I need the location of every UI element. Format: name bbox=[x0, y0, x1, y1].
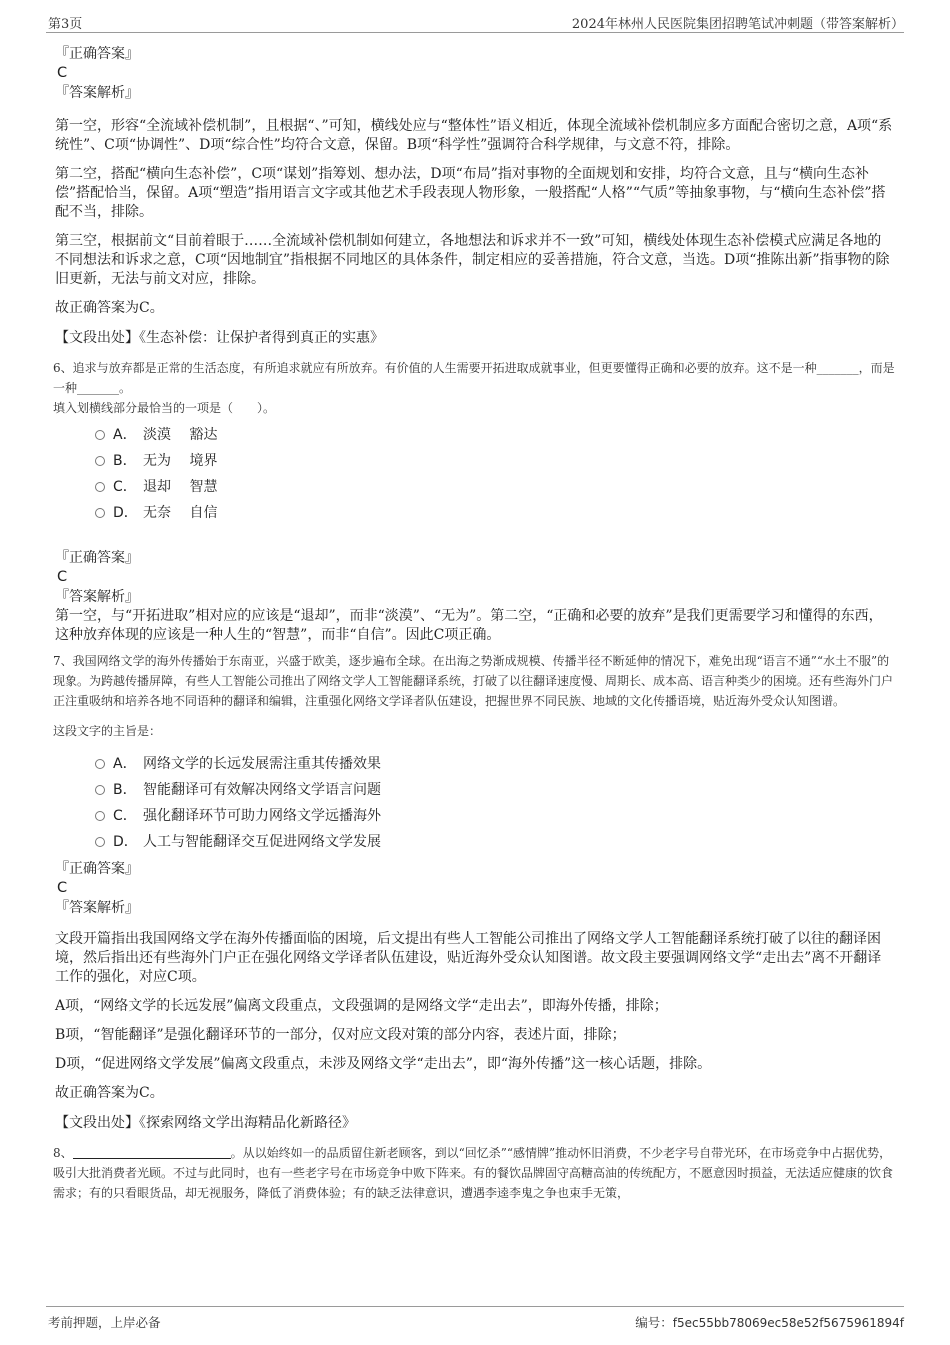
question-stem: 7、我国网络文学的海外传播始于东南亚，兴盛于欧美，逐步遍布全球。在出海之势渐成规模、传播半径不断延伸的情况下，难免出现“语言不通”“水土不服”的现象。为跨越传播屏障，有些人工智能公司推出了网络文学人工智能翻译系统，打破了以往翻译速度慢、周期长、成本高、语言种类少的困境。还有些海外门户正注重吸纳和培养各地不同语种的翻译和编辑，注重强化网络文学译者队伍建设，把握世界不同民族、地域的文化传播语境，贴近海外受众认知图谱。 bbox=[53, 654, 894, 708]
option-text: 退却 智慧 bbox=[143, 479, 218, 495]
question-number: 8、 bbox=[53, 1146, 73, 1160]
option-letter: B． bbox=[113, 453, 137, 469]
question-stem: 6、追求与放弃都是正常的生活态度，有所追求就应有所放弃。有价值的人生需要开拓进取成就事业，但更要懂得正确和必要的放弃。这不是一种_______，而是一种_______。 bbox=[53, 361, 895, 395]
analysis-paragraph: A项，“网络文学的长远发展”偏离文段重点，文段强调的是网络文学“走出去”，即海外传播，排除； bbox=[55, 998, 668, 1014]
option-b[interactable] bbox=[95, 448, 895, 474]
option-list bbox=[95, 751, 895, 855]
option-text: 强化翻译环节可助力网络文学远播海外 bbox=[143, 808, 381, 824]
option-letter: A． bbox=[113, 756, 137, 772]
option-c[interactable] bbox=[95, 474, 895, 500]
answer-label: 『正确答案』 bbox=[55, 46, 139, 62]
radio-icon[interactable] bbox=[95, 837, 105, 847]
radio-icon[interactable] bbox=[95, 759, 105, 769]
code-value: f5ec55bb78069ec58e52f5675961894f bbox=[672, 1316, 904, 1330]
answer-blank bbox=[73, 1145, 231, 1159]
question-text: 。从以始终如一的品质留住新老顾客，到以“回忆杀”“感情牌”推动怀旧消费，不少老字号自带光环，在市场竞争中占据优势，吸引大批消费者光顾。不过与此同时，也有一些老字号在市场竞争中败下阵来。有的餐饮品牌固守高糖高油的传统配方，不愿意因时损益，无法适应健康的饮食需求；有的只看眼货品，却无视服务，降低了消费体验；有的缺乏法律意识，遭遇李逵李鬼之争也束手无策， bbox=[53, 1146, 894, 1200]
radio-icon[interactable] bbox=[95, 430, 105, 440]
radio-icon[interactable] bbox=[95, 811, 105, 821]
analysis-label: 『答案解析』 bbox=[55, 85, 139, 101]
question-prompt: 这段文字的主旨是： bbox=[53, 724, 162, 738]
code-label: 编号： bbox=[635, 1315, 673, 1330]
page-header bbox=[0, 0, 950, 34]
option-letter: D． bbox=[113, 834, 138, 850]
option-text: 淡漠 豁达 bbox=[143, 427, 218, 443]
page-number: 第3页 bbox=[48, 17, 83, 32]
option-letter: C． bbox=[113, 808, 137, 824]
document-title: 2024年林州人民医院集团招聘笔试冲刺题（带答案解析） bbox=[571, 17, 904, 32]
option-text: 人工与智能翻译交互促进网络文学发展 bbox=[143, 834, 381, 850]
option-letter: B． bbox=[113, 782, 137, 798]
option-list bbox=[95, 422, 895, 526]
radio-icon[interactable] bbox=[95, 456, 105, 466]
analysis-label: 『答案解析』 bbox=[55, 589, 139, 605]
answer-label: 『正确答案』 bbox=[55, 550, 139, 566]
analysis-paragraph: D项，“促进网络文学发展”偏离文段重点，未涉及网络文学“走出去”，即“海外传播”这一核心话题，排除。 bbox=[55, 1056, 712, 1072]
option-a[interactable] bbox=[95, 422, 895, 448]
analysis-paragraph: 文段开篇指出我国网络文学在海外传播面临的困境，后文提出有些人工智能公司推出了网络文学人工智能翻译系统打破了以往的翻译困境，然后指出还有些海外门户正在强化网络文学译者队伍建设，贴近海外受众认知图谱。故文段主要强调网络文学“走出去”离不开翻译工作的强化，对应C项。 bbox=[55, 931, 882, 985]
analysis-paragraph: 第一空，与“开拓进取”相对应的应该是“退却”，而非“淡漠”、“无为”。第二空，“正确和必要的放弃”是我们更需要学习和懂得的东西，这种放弃体现的应该是一种人生的“智慧”，而非“自信”。因此C项正确。 bbox=[55, 608, 883, 643]
option-text: 网络文学的长远发展需注重其传播效果 bbox=[143, 756, 381, 772]
option-c[interactable] bbox=[95, 803, 895, 829]
analysis-paragraph: B项，“智能翻译”是强化翻译环节的一部分，仅对应文段对策的部分内容，表述片面，排除； bbox=[55, 1027, 626, 1043]
question-prompt: 填入划横线部分最恰当的一项是（ ）。 bbox=[53, 401, 276, 415]
radio-icon[interactable] bbox=[95, 508, 105, 518]
option-b[interactable] bbox=[95, 777, 895, 803]
footer-divider bbox=[46, 1306, 904, 1307]
radio-icon[interactable] bbox=[95, 785, 105, 795]
analysis-paragraph: 第三空，根据前文“目前着眼于……全流域补偿机制如何建立，各地想法和诉求并不一致”可知，横线处体现生态补偿模式应满足各地的不同想法和诉求之意，C项“因地制宜”指根据不同地区的具体条件，制定相应的妥善措施，符合文意，当选。D项“推陈出新”指事物的除旧更新，无法与前文对应，排除。 bbox=[55, 233, 890, 287]
question-stem bbox=[53, 1143, 895, 1203]
footer-slogan: 考前押题，上岸必备 bbox=[48, 1315, 161, 1330]
answer-value: C bbox=[57, 569, 68, 585]
analysis-label: 『答案解析』 bbox=[55, 900, 139, 916]
page-content bbox=[55, 44, 895, 1203]
option-letter: D． bbox=[113, 505, 138, 521]
option-text: 无奈 自信 bbox=[143, 505, 218, 521]
analysis-conclusion: 故正确答案为C。 bbox=[55, 300, 164, 316]
option-text: 智能翻译可有效解决网络文学语言问题 bbox=[143, 782, 381, 798]
analysis-conclusion: 故正确答案为C。 bbox=[55, 1085, 164, 1101]
radio-icon[interactable] bbox=[95, 482, 105, 492]
answer-value: C bbox=[57, 880, 68, 896]
source-citation: 【文段出处】《探索网络文学出海精品化新路径》 bbox=[55, 1115, 356, 1131]
header-divider bbox=[46, 32, 904, 33]
option-d[interactable] bbox=[95, 500, 895, 526]
option-letter: C． bbox=[113, 479, 137, 495]
footer-code bbox=[635, 1313, 904, 1331]
analysis-paragraph: 第一空，形容“全流域补偿机制”，且根据“、”可知，横线处应与“整体性”语义相近，体现全流域补偿机制应多方面配合密切之意，A项“系统性”、C项“协调性”、D项“综合性”均符合文意，保留。B项“科学性”强调符合科学规律，与文意不符，排除。 bbox=[55, 118, 893, 153]
option-d[interactable] bbox=[95, 829, 895, 855]
answer-value: C bbox=[57, 65, 68, 81]
option-letter: A． bbox=[113, 427, 137, 443]
source-citation: 【文段出处】《生态补偿：让保护者得到真正的实惠》 bbox=[55, 330, 384, 346]
option-a[interactable] bbox=[95, 751, 895, 777]
option-text: 无为 境界 bbox=[143, 453, 218, 469]
answer-label: 『正确答案』 bbox=[55, 861, 139, 877]
analysis-paragraph: 第二空，搭配“横向生态补偿”，C项“谋划”指筹划、想办法，D项“布局”指对事物的全面规划和安排，均符合文意，且与“横向生态补偿”搭配恰当，保留。A项“塑造”指用语言文字或其他艺术手段表现人物形象，一般搭配“人格”“气质”等抽象事物，与“横向生态补偿”搭配不当，排除。 bbox=[55, 166, 886, 220]
